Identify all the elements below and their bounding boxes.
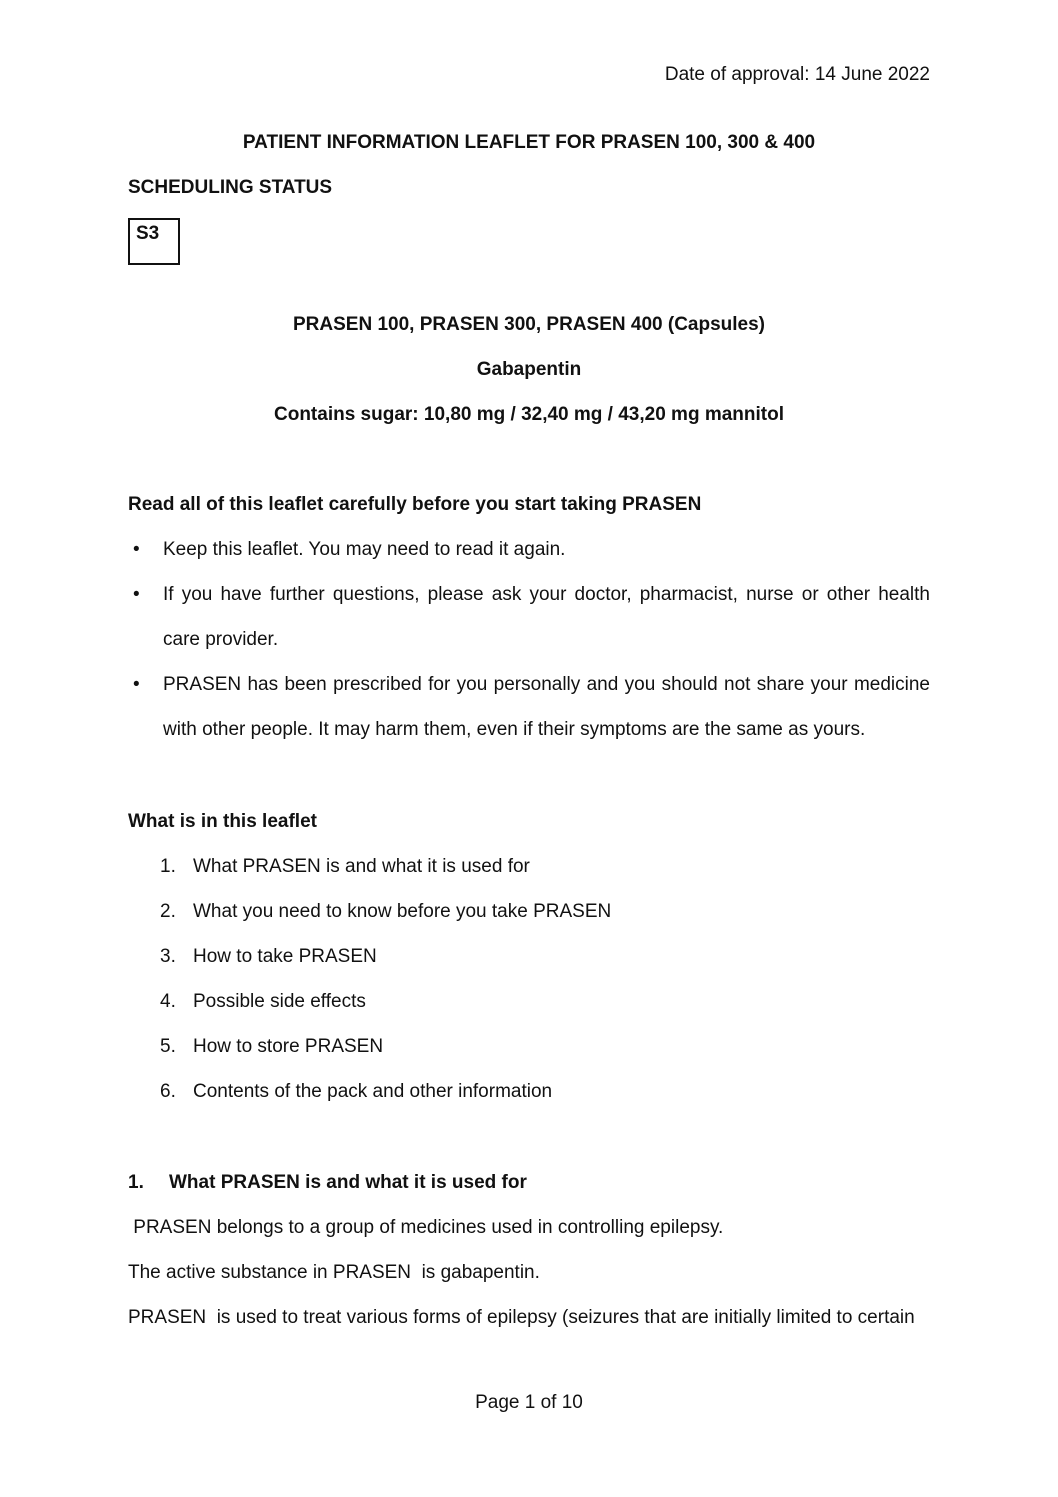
toc-item-1 bbox=[128, 844, 930, 889]
bullet-item-keep-leaflet bbox=[128, 527, 930, 572]
toc-item-6 bbox=[128, 1069, 930, 1114]
section1-paragraph: The active substance in PRASEN is gabapentin. bbox=[128, 1262, 540, 1283]
toc-item-text: Contents of the pack and other information bbox=[193, 1081, 553, 1102]
document-title: PATIENT INFORMATION LEAFLET FOR PRASEN 100, 300 & 400 bbox=[242, 132, 816, 153]
scheduling-status-value: S3 bbox=[136, 223, 160, 244]
section1-number: 1. bbox=[128, 1172, 144, 1193]
section1-paragraph: PRASEN belongs to a group of medicines used in controlling epilepsy. bbox=[128, 1217, 724, 1238]
bullet-item-prescribed-personally bbox=[128, 662, 930, 752]
bullet-text: If you have further questions, please ask your doctor, pharmacist, nurse or other health care provider. bbox=[163, 584, 930, 650]
toc-item-number: 6. bbox=[160, 1081, 176, 1102]
toc-item-text: What you need to know before you take PRASEN bbox=[193, 901, 612, 922]
toc-item-number: 1. bbox=[160, 856, 176, 877]
product-title: PRASEN 100, PRASEN 300, PRASEN 400 (Capsules) bbox=[292, 314, 765, 335]
bullet-item-further-questions bbox=[128, 572, 930, 662]
bullet-text: PRASEN has been prescribed for you personally and you should not share your medicine with other people. It may harm them, even if their symptoms are the same as yours. bbox=[163, 674, 930, 740]
sugar-content: Contains sugar: 10,80 mg / 32,40 mg / 43,20 mg mannitol bbox=[274, 404, 784, 425]
section1-heading-text: What PRASEN is and what it is used for bbox=[169, 1172, 527, 1193]
bullet-icon bbox=[128, 572, 163, 662]
toc-item-4 bbox=[128, 979, 930, 1024]
toc-item-number: 3. bbox=[160, 946, 176, 967]
toc-item-text: Possible side effects bbox=[193, 991, 366, 1012]
toc-item-number: 4. bbox=[160, 991, 176, 1012]
toc-heading: What is in this leaflet bbox=[128, 811, 317, 832]
scheduling-status-label: SCHEDULING STATUS bbox=[128, 177, 333, 198]
toc-item-3 bbox=[128, 934, 930, 979]
section1-paragraph: PRASEN is used to treat various forms of epilepsy (seizures that are initially limited to certain bbox=[128, 1307, 915, 1328]
section1-heading bbox=[128, 1160, 930, 1205]
active-ingredient: Gabapentin bbox=[476, 359, 582, 380]
bullet-icon bbox=[128, 527, 163, 572]
toc-item-5 bbox=[128, 1024, 930, 1069]
bullet-text: Keep this leaflet. You may need to read it again. bbox=[163, 539, 566, 560]
toc-item-text: What PRASEN is and what it is used for bbox=[193, 856, 530, 877]
toc-item-2 bbox=[128, 889, 930, 934]
toc-item-number: 5. bbox=[160, 1036, 176, 1057]
approval-date: Date of approval: 14 June 2022 bbox=[664, 64, 930, 85]
read-section-heading: Read all of this leaflet carefully before you start taking PRASEN bbox=[128, 494, 702, 515]
scheduling-status-box bbox=[128, 218, 180, 265]
toc-item-number: 2. bbox=[160, 901, 176, 922]
page-number: Page 1 of 10 bbox=[475, 1392, 583, 1413]
toc-item-text: How to take PRASEN bbox=[193, 946, 377, 967]
bullet-icon bbox=[128, 662, 163, 752]
toc-item-text: How to store PRASEN bbox=[193, 1036, 384, 1057]
